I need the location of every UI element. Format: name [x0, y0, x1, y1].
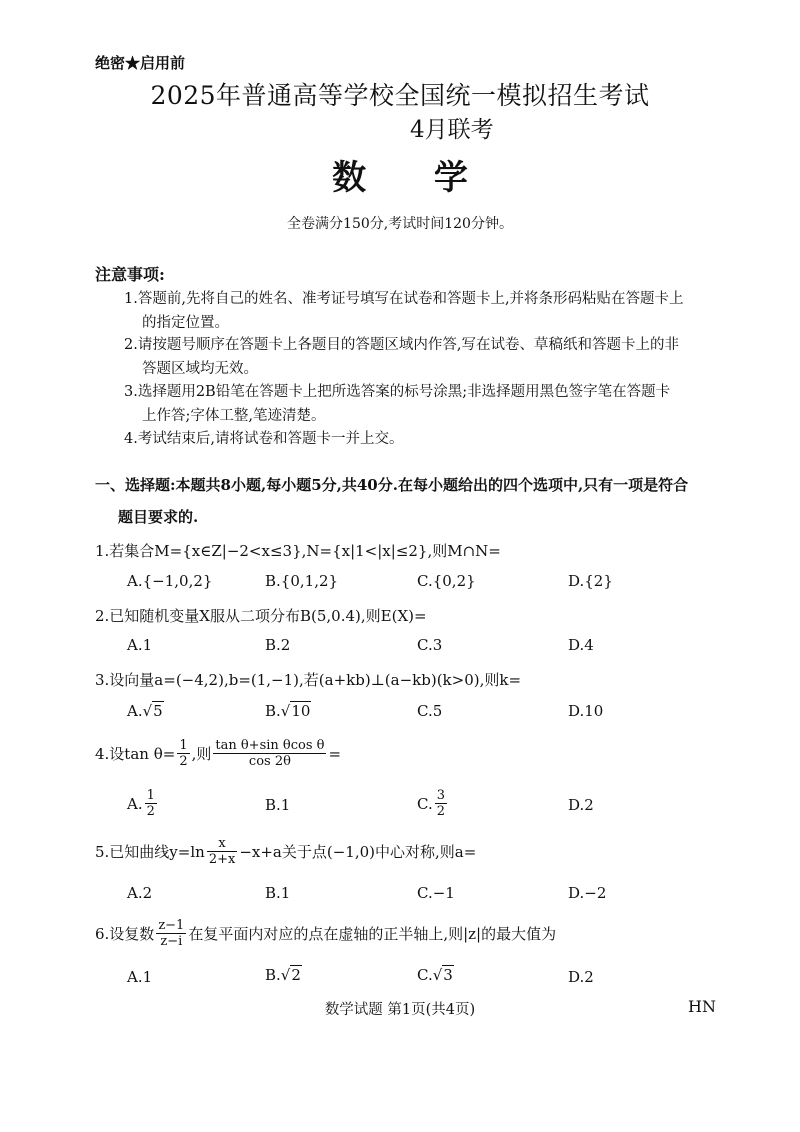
fraction	[207, 836, 238, 867]
question-3-stem: 3.设向量a=(−4,2),b=(1,−1),若(a+kb)⊥(a−kb)(k>0),则k=	[95, 671, 522, 689]
q2-option-a: A.1	[127, 636, 153, 654]
q5-stem-end: −x+a关于点(−1,0)中心对称,则a=	[239, 843, 477, 861]
q6-option-c	[417, 966, 454, 984]
q4-option-b: B.1	[265, 796, 291, 814]
page-footer: 数学试题 第1页(共4页)	[324, 1002, 476, 1018]
q4-option-c	[417, 788, 449, 819]
notice-line: 1.答题前,先将自己的姓名、准考证号填写在试卷和答题卡上,并将条形码粘贴在答题卡上	[124, 291, 684, 307]
question-5-stem	[95, 836, 476, 867]
denominator: z−i	[160, 934, 183, 949]
q3-option-a	[127, 702, 164, 720]
q5-stem-prefix: 5.已知曲线y=ln	[95, 843, 205, 861]
radicand: 3	[443, 966, 453, 984]
q3-option-d: D.10	[568, 702, 604, 720]
q4-stem-end: =	[328, 744, 342, 763]
notice-line: 3.选择题用2B铅笔在答题卡上把所选答案的标号涂黑;非选择题用黑色签字笔在答题卡	[124, 384, 671, 400]
subject-title: 数 学	[332, 158, 496, 198]
q4-option-a-label: A.	[127, 794, 143, 813]
fraction	[435, 788, 447, 819]
sqrt-symbol: √2	[280, 966, 301, 984]
region-mark: HN	[688, 997, 716, 1016]
confidential-label: 绝密★启用前	[95, 54, 186, 72]
q1-option-d: D.{2}	[568, 572, 613, 590]
sqrt-symbol: √10	[280, 702, 311, 720]
numerator: z−1	[158, 918, 185, 933]
sqrt-symbol: √5	[142, 702, 163, 720]
fraction	[156, 918, 186, 949]
denominator: cos 2θ	[248, 754, 291, 769]
exam-subtitle: 4月联考	[410, 117, 494, 143]
q4-option-a	[127, 788, 159, 819]
q6-option-b	[265, 966, 302, 984]
q4-option-c-label: C.	[417, 794, 433, 813]
q5-option-d: D.−2	[568, 884, 607, 902]
fraction	[213, 738, 326, 769]
q2-option-c: C.3	[417, 636, 443, 654]
q1-option-a: A.{−1,0,2}	[127, 572, 213, 590]
q4-stem-mid: ,则	[191, 745, 212, 763]
notice-line: 的指定位置。	[142, 315, 229, 331]
q1-option-c: C.{0,2}	[417, 572, 476, 590]
numerator: 1	[179, 738, 188, 753]
notice-line: 4.考试结束后,请将试卷和答题卡一并上交。	[124, 431, 404, 447]
q3-option-b-label: B.	[265, 702, 281, 720]
radicand: 2	[291, 966, 301, 984]
fraction	[177, 738, 189, 769]
q6-option-b-label: B.	[265, 966, 281, 984]
question-6-stem	[95, 918, 556, 949]
radicand: 5	[153, 702, 163, 720]
q6-option-d: D.2	[568, 968, 594, 986]
q5-option-b: B.1	[265, 884, 291, 902]
notice-line: 2.请按题号顺序在答题卡上各题目的答题区域内作答,写在试卷、草稿纸和答题卡上的非	[124, 337, 679, 353]
q6-stem-prefix: 6.设复数	[95, 925, 155, 943]
numerator: tan θ+sin θcos θ	[215, 738, 325, 753]
score-info: 全卷满分150分,考试时间120分钟。	[287, 216, 513, 232]
numerator: 1	[146, 788, 155, 803]
numerator: 3	[436, 788, 445, 803]
section-heading: 一、选择题:本题共8小题,每小题5分,共40分.在每小题给出的四个选项中,只有一项是符合	[95, 476, 689, 494]
q6-stem-end: 在复平面内对应的点在虚轴的正半轴上,则|z|的最大值为	[188, 925, 557, 943]
notice-title: 注意事项:	[95, 265, 165, 284]
q4-stem-prefix: 4.设tan θ=	[95, 745, 176, 763]
q6-option-c-label: C.	[417, 966, 433, 984]
q2-option-d: D.4	[568, 636, 594, 654]
notice-line: 答题区域均无效。	[142, 361, 258, 377]
q5-option-a: A.2	[127, 884, 153, 902]
denominator: 2	[179, 754, 188, 769]
q1-option-b: B.{0,1,2}	[265, 572, 339, 590]
denominator: 2+x	[208, 852, 236, 867]
notice-line: 上作答;字体工整,笔迹清楚。	[142, 408, 326, 424]
q2-option-b: B.2	[265, 636, 291, 654]
section-heading-cont: 题目要求的.	[118, 508, 199, 526]
question-2-stem: 2.已知随机变量X服从二项分布B(5,0.4),则E(X)=	[95, 607, 427, 625]
q3-option-a-label: A.	[127, 702, 143, 720]
exam-title: 2025年普通高等学校全国统一模拟招生考试	[150, 81, 650, 110]
radicand: 10	[291, 702, 311, 720]
q4-option-d: D.2	[568, 796, 594, 814]
question-1-stem: 1.若集合M={x∈Z|−2<x≤3},N={x|1<|x|≤2},则M∩N=	[95, 542, 501, 560]
q6-option-a: A.1	[127, 968, 153, 986]
question-4-stem	[95, 738, 341, 769]
q3-option-c: C.5	[417, 702, 443, 720]
sqrt-symbol: √3	[432, 966, 453, 984]
q3-option-b	[265, 702, 311, 720]
fraction	[145, 788, 157, 819]
q5-option-c: C.−1	[417, 884, 455, 902]
denominator: 2	[146, 804, 155, 819]
numerator: x	[207, 836, 238, 852]
denominator: 2	[436, 804, 445, 819]
